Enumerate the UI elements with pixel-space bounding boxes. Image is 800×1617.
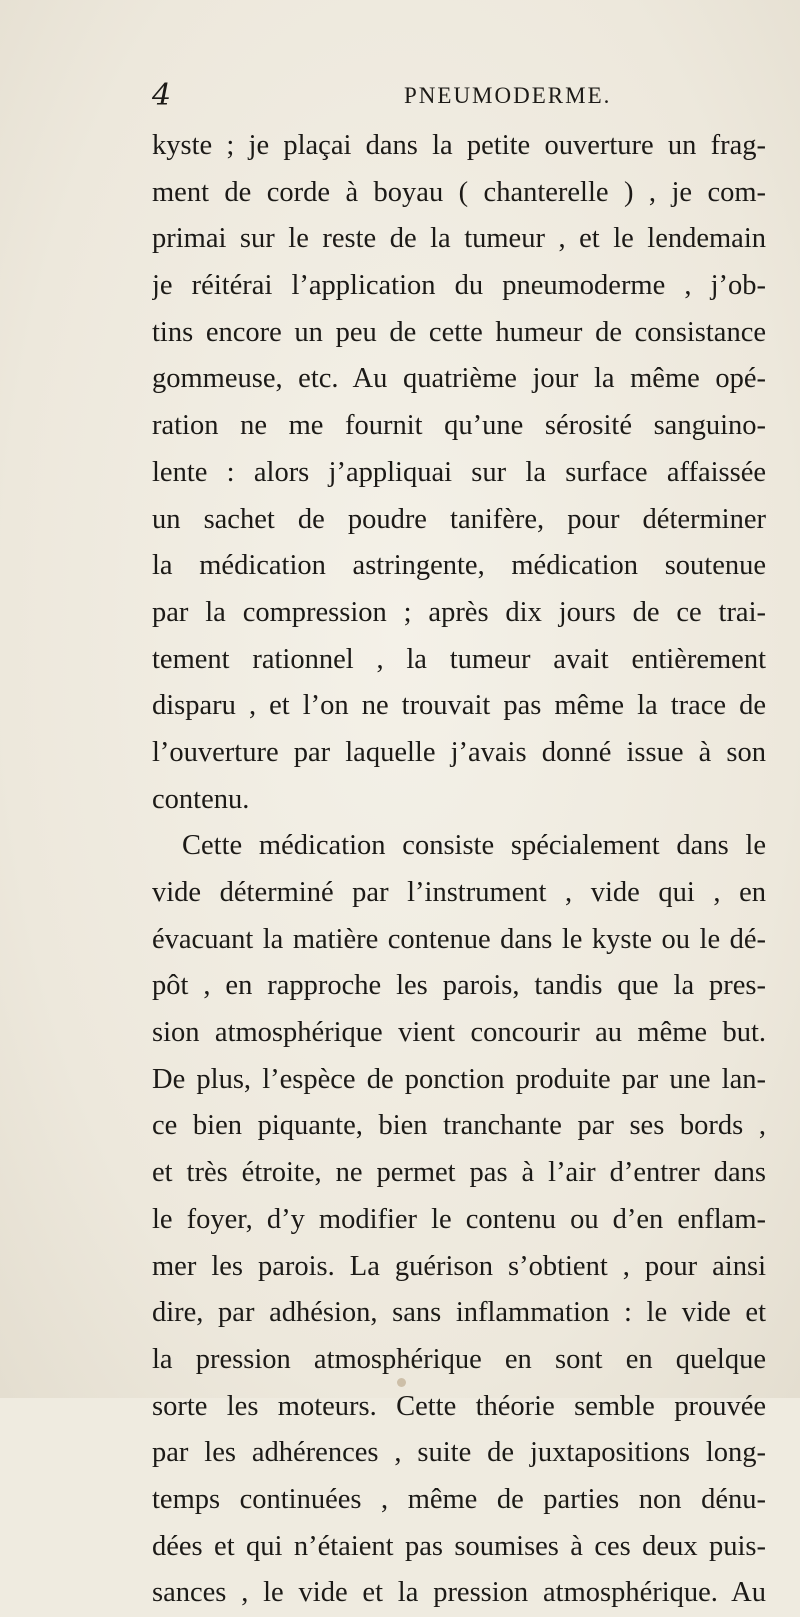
body-text bbox=[152, 123, 766, 1617]
text-line: De plus, l’espèce de ponction produite par une lan- bbox=[152, 1063, 766, 1095]
text-line: temps continuées , même de parties non dénu- bbox=[152, 1483, 766, 1515]
text-line: pôt , en rapproche les parois, tandis que la pres- bbox=[152, 970, 766, 1002]
text-line: par les adhérences , suite de juxtapositions long- bbox=[152, 1437, 766, 1469]
page-header bbox=[152, 76, 772, 116]
text-line: un sachet de poudre tanifère, pour déterminer bbox=[152, 503, 766, 535]
text-line: dées et qui n’étaient pas soumises à ces deux puis- bbox=[152, 1530, 766, 1562]
text-line: contenu. bbox=[152, 783, 250, 815]
text-line: le foyer, d’y modifier le contenu ou d’en enflam- bbox=[152, 1203, 766, 1235]
paper-stain bbox=[397, 1378, 406, 1387]
text-line: tement rationnel , la tumeur avait entièrement bbox=[152, 643, 766, 675]
text-line: dire, par adhésion, sans inflammation : le vide et bbox=[152, 1297, 766, 1329]
text-line: tins encore un peu de cette humeur de consistance bbox=[152, 316, 766, 348]
text-line: ment de corde à boyau ( chanterelle ) , je com- bbox=[152, 176, 766, 208]
text-line: sances , le vide et la pression atmosphérique. Au bbox=[152, 1577, 766, 1609]
text-line: je réitérai l’application du pneumoderme , j’ob- bbox=[152, 270, 766, 302]
text-line: mer les parois. La guérison s’obtient , pour ainsi bbox=[152, 1250, 766, 1282]
text-line: lente : alors j’appliquai sur la surface affaissée bbox=[152, 456, 766, 488]
text-line: vide déterminé par l’instrument , vide qui , en bbox=[152, 877, 766, 908]
running-title: PNEUMODERME. bbox=[404, 83, 612, 108]
text-line: sion atmosphérique vient concourir au même but. bbox=[152, 1017, 766, 1049]
text-line: évacuant la matière contenue dans le kyste ou le dé- bbox=[152, 923, 766, 955]
text-line: l’ouverture par laquelle j’avais donné issue à son bbox=[152, 736, 766, 768]
page-number: 4 bbox=[152, 78, 172, 113]
text-line: Cette médication consiste spécialement dans le bbox=[182, 830, 766, 862]
text-line: par la compression ; après dix jours de ce trai- bbox=[152, 596, 766, 628]
text-line: la pression atmosphérique en sont en quelque bbox=[152, 1343, 766, 1375]
text-line: ce bien piquante, bien tranchante par ses bords , bbox=[152, 1110, 766, 1142]
text-line: ration ne me fournit qu’une sérosité sanguino- bbox=[152, 410, 766, 442]
text-line: la médication astringente, médication soutenue bbox=[152, 550, 766, 582]
text-line: et très étroite, ne permet pas à l’air d’entrer dans bbox=[152, 1157, 766, 1189]
text-line: sorte les moteurs. Cette théorie semble prouvée bbox=[152, 1390, 766, 1422]
text-line: kyste ; je plaçai dans la petite ouverture un frag- bbox=[152, 130, 766, 161]
text-line: primai sur le reste de la tumeur , et le lendemain bbox=[152, 223, 766, 255]
text-line: gommeuse, etc. Au quatrième jour la même opé- bbox=[152, 363, 766, 395]
text-line: disparu , et l’on ne trouvait pas même la trace de bbox=[152, 690, 766, 722]
